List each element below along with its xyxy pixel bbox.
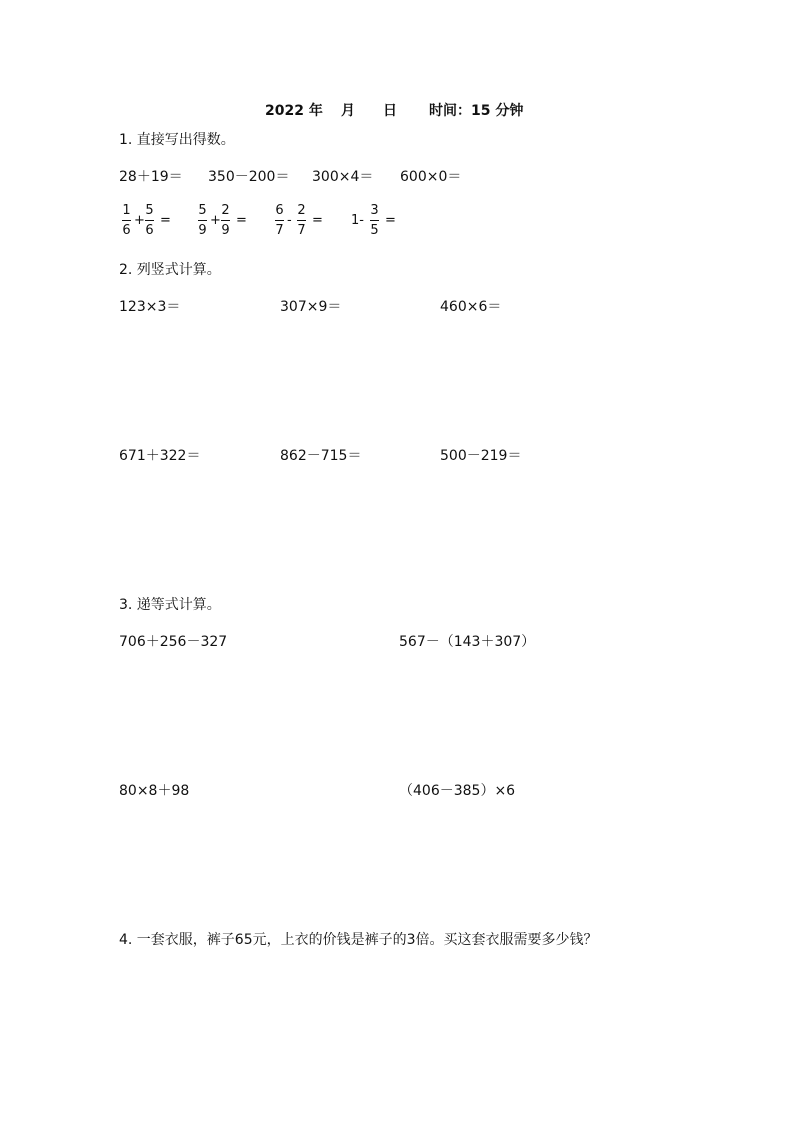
denominator: 6 [145, 223, 154, 238]
numerator: 5 [145, 203, 154, 218]
fraction [297, 204, 306, 237]
fraction-bar [275, 220, 284, 221]
numerator: 6 [275, 203, 284, 218]
header-time: 时间：15 分钟 [429, 103, 524, 119]
q2-expr-4: 671＋322＝ [119, 448, 201, 464]
equals-sign: = [160, 213, 171, 228]
q3-expr-4: （406－385）×6 [399, 783, 516, 799]
fraction-bar [370, 220, 379, 221]
q2-expr-1: 123×3＝ [119, 299, 181, 315]
denominator: 9 [221, 223, 230, 238]
q2-expr-2: 307×9＝ [280, 299, 342, 315]
fraction-bar [122, 220, 131, 221]
q3-expr-3: 80×8＋98 [119, 783, 190, 799]
fraction [122, 204, 131, 237]
q1-expr-4: 600×0＝ [400, 169, 462, 185]
q3-title: 3. 递等式计算。 [119, 597, 221, 613]
header-day: 日 [383, 103, 397, 119]
denominator: 5 [370, 223, 379, 238]
fraction-bar [297, 220, 306, 221]
numerator: 2 [297, 203, 306, 218]
fraction [145, 204, 154, 237]
equals-sign: = [312, 213, 323, 228]
numerator: 5 [198, 203, 207, 218]
fraction [198, 204, 207, 237]
denominator: 9 [198, 223, 207, 238]
denominator: 7 [275, 223, 284, 238]
fraction [275, 204, 284, 237]
operator: + [210, 213, 221, 228]
equals-sign: = [385, 213, 396, 228]
q2-expr-3: 460×6＝ [440, 299, 502, 315]
fraction [370, 204, 379, 237]
header-month: 月 [341, 103, 355, 119]
numerator: 3 [370, 203, 379, 218]
q1-title: 1. 直接写出得数。 [119, 132, 235, 148]
operator: - [287, 213, 292, 228]
q1-expr-2: 350－200＝ [208, 169, 290, 185]
q3-expr-1: 706＋256－327 [119, 634, 228, 650]
q4-title: 4. 一套衣服，裤子65元，上衣的价钱是裤子的3倍。买这套衣服需要多少钱？ [119, 932, 598, 948]
fraction-bar [198, 220, 207, 221]
denominator: 7 [297, 223, 306, 238]
numerator: 1 [122, 203, 131, 218]
fraction-bar [221, 220, 230, 221]
header-year: 2022 年 [265, 103, 323, 119]
equals-sign: = [236, 213, 247, 228]
denominator: 6 [122, 223, 131, 238]
q2-expr-6: 500－219＝ [440, 448, 522, 464]
q2-expr-5: 862－715＝ [280, 448, 362, 464]
lead-term: 1- [351, 213, 364, 228]
q3-expr-2: 567－（143＋307） [399, 634, 536, 650]
operator: + [134, 213, 145, 228]
fraction-bar [145, 220, 154, 221]
numerator: 2 [221, 203, 230, 218]
q2-title: 2. 列竖式计算。 [119, 262, 221, 278]
q1-expr-3: 300×4＝ [312, 169, 374, 185]
fraction [221, 204, 230, 237]
q1-expr-1: 28＋19＝ [119, 169, 183, 185]
